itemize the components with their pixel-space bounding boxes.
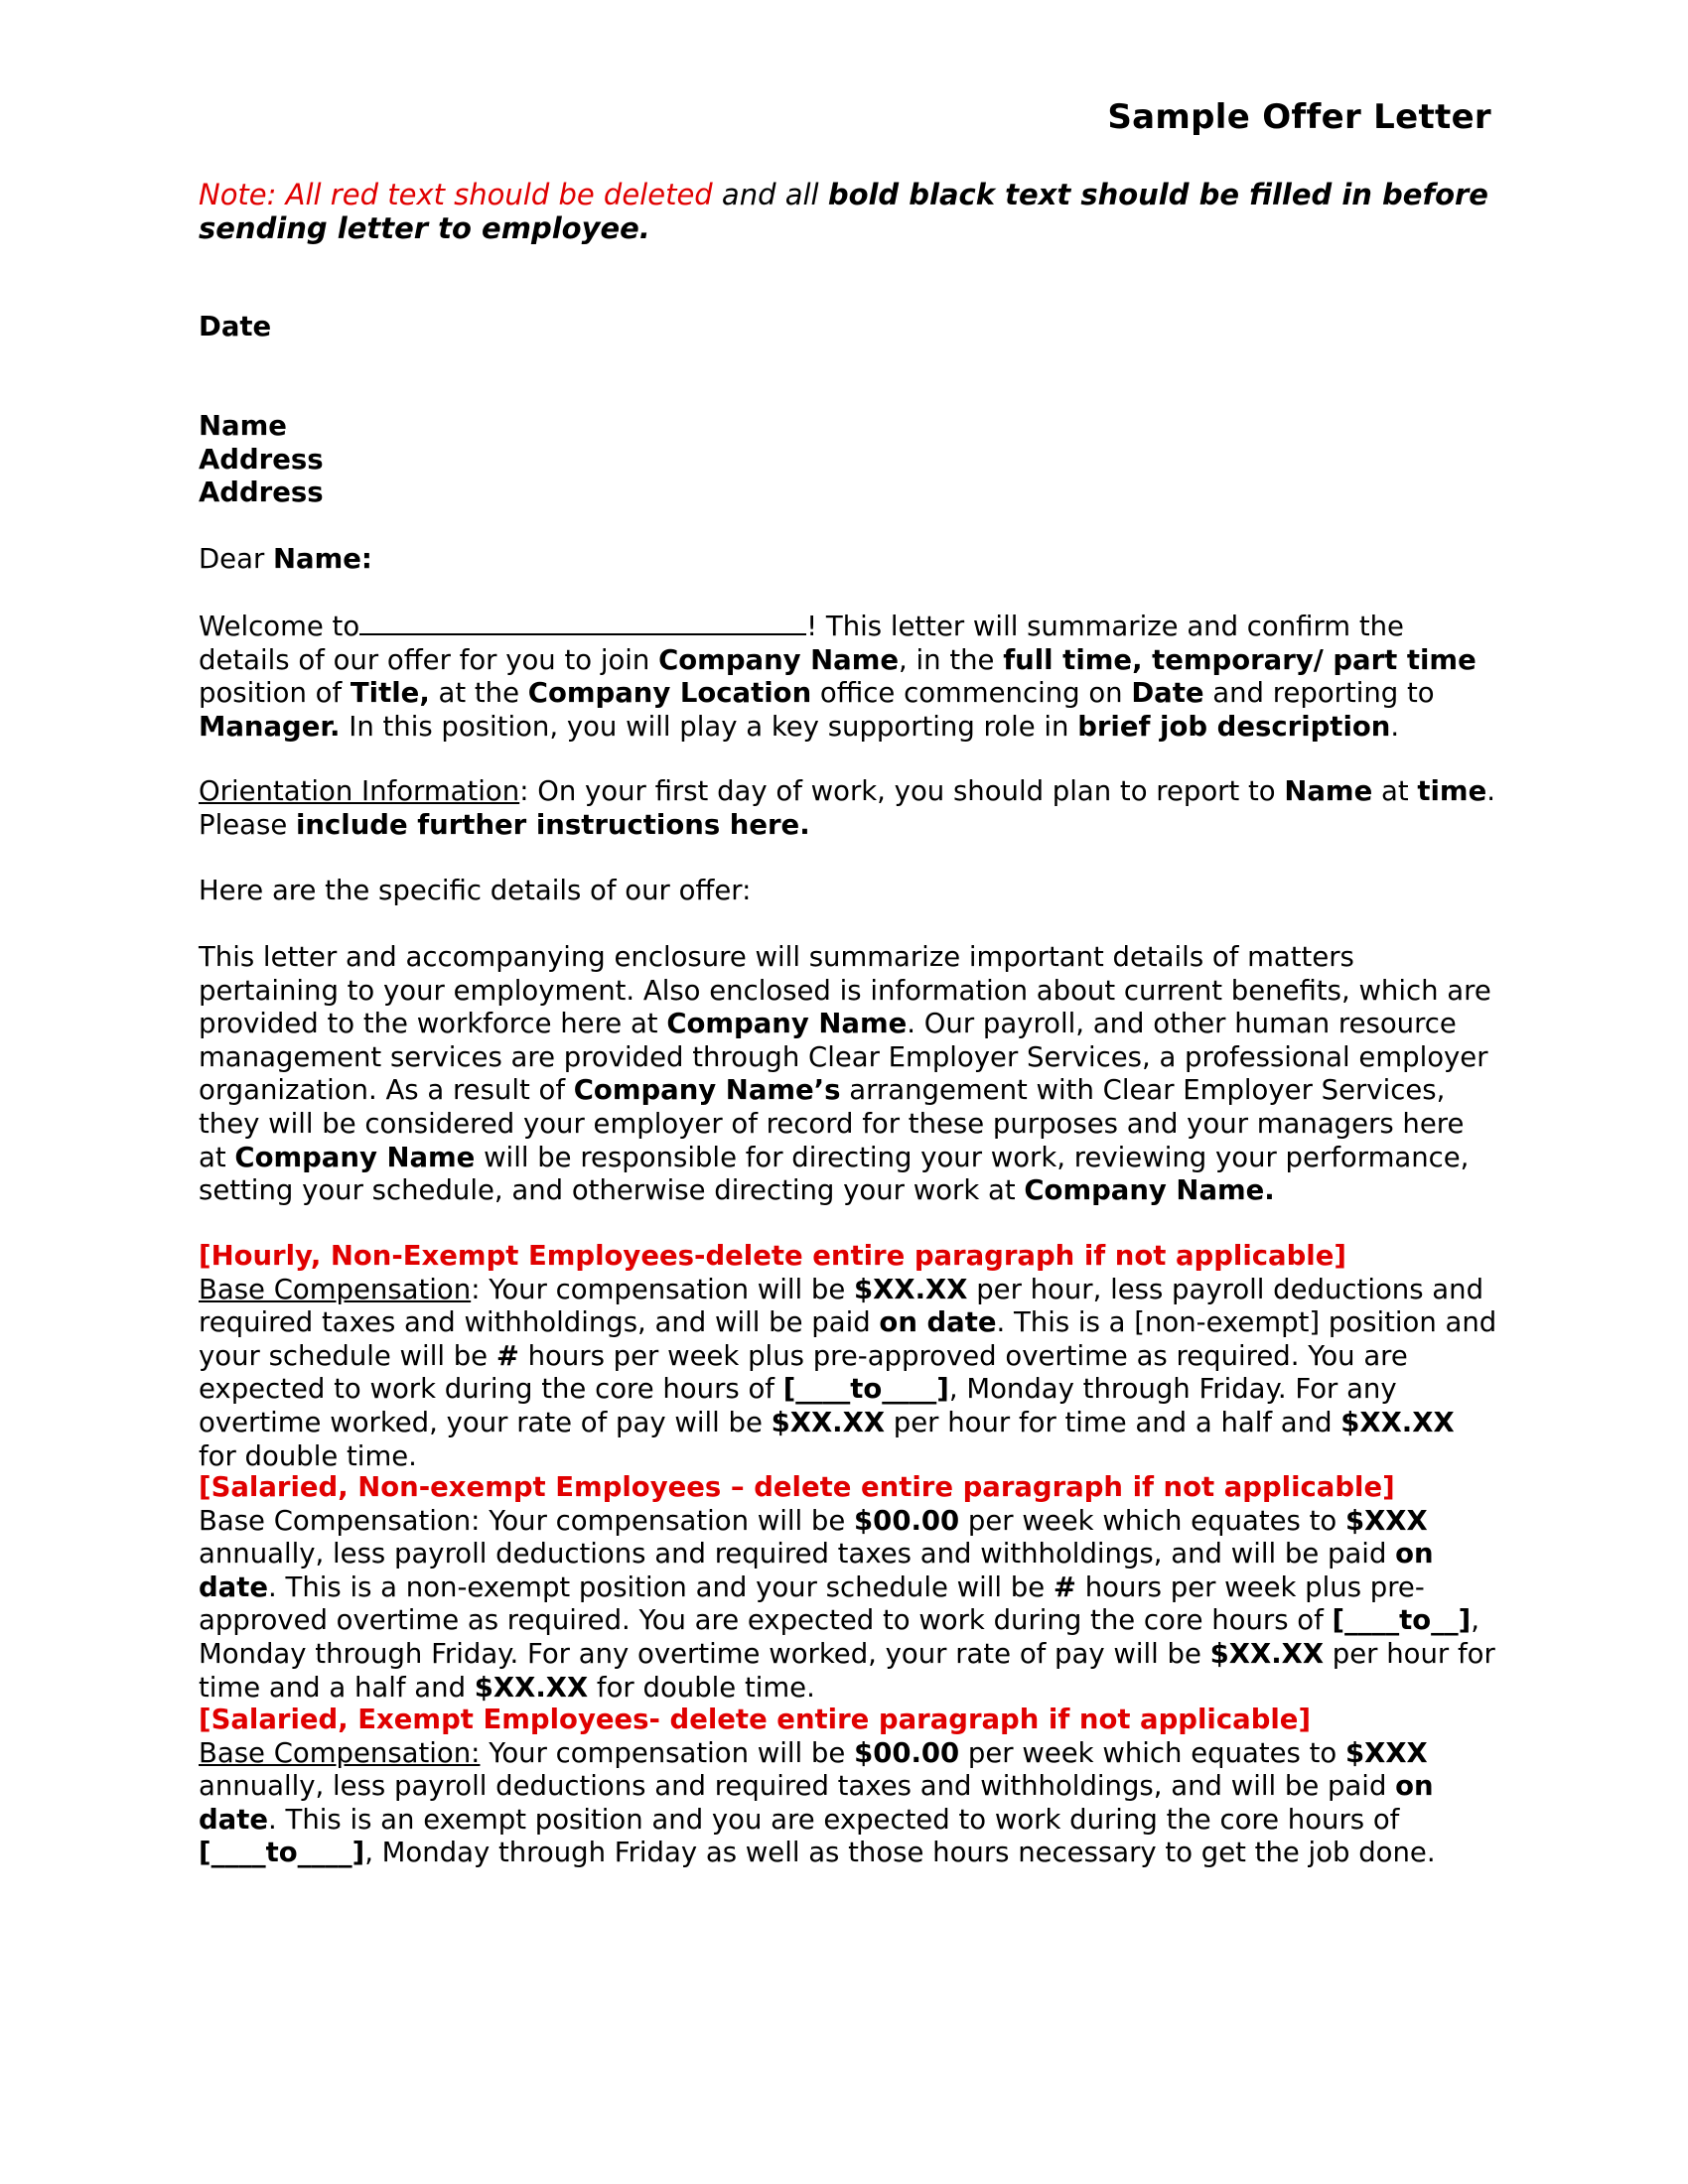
hourly-heading: [Hourly, Non-Exempt Employees-delete entire paragraph if not applicable]: [199, 1240, 1346, 1272]
hourly-paragraph: [199, 1274, 1499, 1474]
placeholder-annual-pay: $XXX: [1344, 1504, 1428, 1537]
welcome-text: In this position, you will play a key supporting role in: [340, 710, 1078, 743]
salaried-exempt-text: Your compensation will be: [480, 1736, 855, 1769]
enclosure-text: . Our payroll, and other human resource management services are provided through Clear Employer Services, a professional employer organization. As a result of: [199, 1008, 1488, 1107]
salaried-exempt-text: , Monday through Friday as well as those hours necessary to get the job done.: [364, 1837, 1436, 1869]
recipient-name: Name: [199, 410, 287, 442]
salaried-nonexempt-text: hours per week plus pre-approved overtime as required. You are expected to work during the core hours of: [199, 1570, 1425, 1637]
note-bold-text: bold black text should be filled in before sending letter to employee.: [199, 178, 1488, 245]
hourly-text: for double time.: [199, 1439, 417, 1472]
placeholder-weekly-pay: $00.00: [854, 1504, 960, 1537]
details-intro: Here are the specific details of our offer:: [199, 875, 752, 906]
orientation-label: Orientation Information: [199, 775, 520, 807]
placeholder-hours: #: [1053, 1570, 1076, 1603]
welcome-text: and reporting to: [1203, 677, 1435, 710]
salaried-nonexempt-text: Base Compensation: Your compensation will be: [199, 1504, 855, 1537]
recipient-block: [199, 410, 1499, 510]
placeholder-core-hours: [____to____]: [782, 1373, 949, 1406]
placeholder-company-name: Company Name: [658, 643, 900, 676]
salaried-nonexempt-text: per hour for time and a half and: [199, 1637, 1495, 1704]
instruction-note: [199, 178, 1499, 245]
salaried-nonexempt-text: annually, less payroll deductions and required taxes and withholdings, and will be paid: [199, 1538, 1396, 1570]
orientation-text: : On your first day of work, you should plan to report to: [519, 775, 1285, 807]
hourly-text: . This is a [non-exempt] position and your schedule will be: [199, 1306, 1497, 1372]
welcome-text: Welcome to: [199, 611, 360, 642]
welcome-text: position of: [199, 677, 351, 710]
salaried-exempt-heading: [Salaried, Exempt Employees- delete entire paragraph if not applicable]: [199, 1704, 1312, 1735]
welcome-text: .: [1390, 710, 1400, 743]
welcome-text: ! This letter will summarize and confirm the details of our offer for you to join: [199, 611, 1404, 676]
placeholder-company-name: Company Name: [666, 1008, 908, 1040]
placeholder-company-name: Company Name: [234, 1141, 476, 1173]
recipient-address-2: Address: [199, 477, 324, 509]
placeholder-pay-date: on date: [879, 1306, 997, 1339]
enclosure-text: arrangement with Clear Employer Services, they will be considered your employer of record for these purposes and your managers here at: [199, 1074, 1465, 1173]
placeholder-employment-type: full time, temporary/ part time: [1003, 643, 1477, 676]
orientation-text: at: [1372, 775, 1418, 807]
placeholder-company-location: Company Location: [527, 677, 812, 710]
base-compensation-label: Base Compensation: [199, 1273, 472, 1305]
salaried-nonexempt-text: per week which equates to: [959, 1504, 1345, 1537]
placeholder-instructions: include further instructions here.: [295, 808, 810, 841]
placeholder-title: Title,: [350, 677, 430, 710]
placeholder-overtime-rate: $XX.XX: [771, 1406, 886, 1438]
salaried-exempt-text: . This is an exempt position and you are expected to work during the core hours of: [268, 1803, 1400, 1836]
letter-date: Date: [199, 311, 272, 342]
salaried-exempt-text: annually, less payroll deductions and required taxes and withholdings, and will be paid: [199, 1770, 1396, 1803]
placeholder-contact-name: Name: [1284, 775, 1373, 807]
salaried-nonexempt-text: for double time.: [588, 1671, 815, 1704]
placeholder-double-time-rate: $XX.XX: [1340, 1406, 1455, 1438]
salaried-exempt-text: per week which equates to: [959, 1736, 1345, 1769]
placeholder-manager: Manager.: [199, 710, 341, 743]
welcome-text: , in the: [899, 643, 1004, 676]
salaried-nonexempt-text: . This is a non-exempt position and your schedule will be: [268, 1570, 1054, 1603]
placeholder-core-hours: [____to____]: [199, 1837, 365, 1869]
welcome-text: at the: [429, 677, 528, 710]
orientation-text: . Please: [199, 775, 1495, 841]
welcome-text: office commencing on: [811, 677, 1132, 710]
placeholder-annual-pay: $XXX: [1344, 1736, 1428, 1769]
enclosure-paragraph: [199, 941, 1499, 1208]
salaried-nonexempt-paragraph: [199, 1505, 1499, 1706]
salaried-exempt-paragraph: [199, 1737, 1499, 1870]
salaried-nonexempt-text: , Monday through Friday. For any overtime worked, your rate of pay will be: [199, 1604, 1479, 1670]
placeholder-job-description: brief job description: [1077, 710, 1391, 743]
salutation-name: Name:: [273, 543, 372, 575]
placeholder-time: time: [1417, 775, 1487, 807]
placeholder-overtime-rate: $XX.XX: [1209, 1637, 1325, 1670]
orientation-paragraph: [199, 775, 1499, 842]
note-red-text: Note: All red text should be deleted: [199, 178, 713, 211]
salaried-nonexempt-heading: [Salaried, Non-exempt Employees – delete entire paragraph if not applicable]: [199, 1471, 1395, 1503]
placeholder-start-date: Date: [1131, 677, 1204, 710]
placeholder-double-time-rate: $XX.XX: [474, 1671, 589, 1704]
placeholder-company-name: Company Name.: [1024, 1174, 1275, 1207]
company-name-blank: [359, 610, 806, 635]
hourly-section: [199, 1240, 1499, 1473]
placeholder-hours: #: [495, 1339, 519, 1372]
placeholder-weekly-pay: $00.00: [854, 1736, 960, 1769]
placeholder-company-name: Company Name’s: [573, 1074, 841, 1107]
salaried-nonexempt-section: [199, 1471, 1499, 1705]
recipient-address-1: Address: [199, 443, 324, 476]
hourly-text: : Your compensation will be: [471, 1273, 855, 1305]
placeholder-pay-date: on date: [199, 1538, 1434, 1603]
enclosure-text: will be responsible for directing your work, reviewing your performance, setting your schedule, and otherwise directing your work at: [199, 1141, 1470, 1207]
hourly-text: per hour for time and a half and: [885, 1406, 1341, 1438]
document-title: Sample Offer Letter: [1107, 97, 1491, 137]
welcome-paragraph: [199, 610, 1499, 744]
salutation-prefix: Dear: [199, 543, 273, 575]
placeholder-pay-date: on date: [199, 1770, 1434, 1836]
enclosure-text: This letter and accompanying enclosure will summarize important details of matters pertaining to your employment. Also enclosed is information about current benefits, which are provided to the workforce here at: [199, 941, 1491, 1040]
placeholder-hourly-rate: $XX.XX: [854, 1273, 968, 1305]
hourly-text: per hour, less payroll deductions and required taxes and withholdings, and will be paid: [199, 1273, 1484, 1339]
hourly-text: hours per week plus pre-approved overtime as required. You are expected to work during the core hours of: [199, 1339, 1408, 1406]
salaried-exempt-section: [199, 1704, 1499, 1870]
note-mid-text: and all: [712, 178, 828, 211]
salutation: [199, 543, 1499, 577]
placeholder-core-hours: [____to__]: [1332, 1604, 1472, 1637]
hourly-text: , Monday through Friday. For any overtime worked, your rate of pay will be: [199, 1373, 1397, 1438]
base-compensation-label: Base Compensation:: [199, 1736, 481, 1769]
